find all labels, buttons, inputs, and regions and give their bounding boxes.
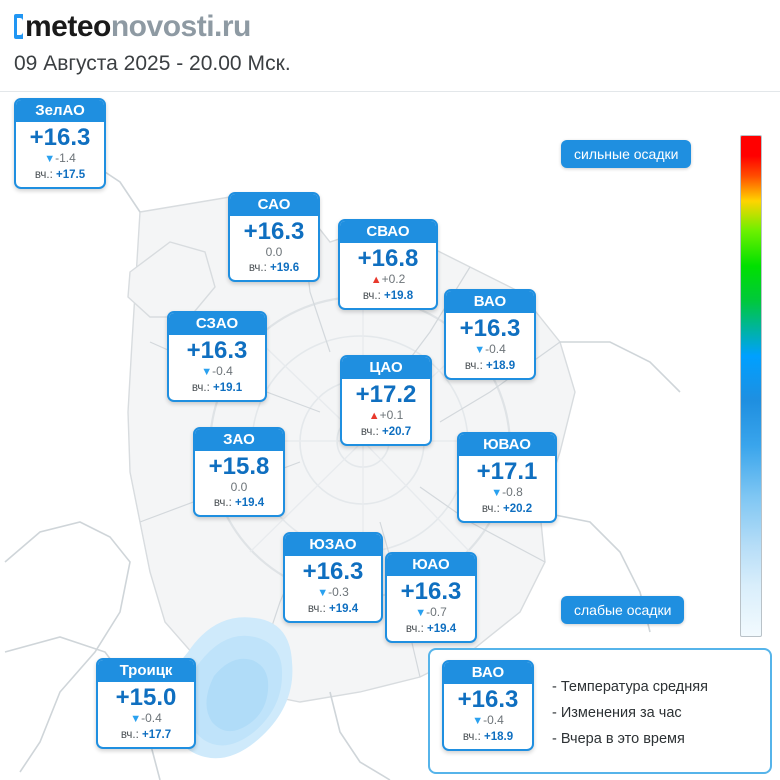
yesterday-value: +20.2 [503, 503, 533, 515]
district-card-yuvao[interactable] [457, 432, 557, 523]
legend-sample-yesterday [444, 730, 532, 749]
district-card-title: ЮВАО [459, 434, 555, 456]
yesterday-value: +17.5 [56, 169, 86, 181]
map-container[interactable] [0, 92, 780, 780]
yesterday-value: +20.7 [382, 426, 412, 438]
district-card-temperature: +16.8 [357, 245, 419, 272]
yesterday-value: +19.4 [427, 623, 457, 635]
district-card-delta [340, 272, 436, 289]
delta-value: -0.7 [426, 605, 447, 619]
district-card-title: СЗАО [169, 313, 265, 335]
precipitation-colorbar [740, 135, 762, 637]
district-card-delta [16, 151, 104, 168]
delta-value: -1.4 [55, 151, 76, 165]
legend-sample-delta [444, 713, 532, 730]
yesterday-value: +18.9 [484, 731, 514, 743]
delta-value: 0.0 [230, 480, 248, 494]
district-card-delta [169, 364, 265, 381]
logo-text-primary: meteo [25, 10, 111, 43]
district-card-delta [387, 605, 475, 622]
yesterday-label: вч.: [120, 729, 139, 741]
arrow-up-icon: ▲ [370, 274, 382, 286]
district-card-yesterday [98, 728, 194, 747]
yesterday-value: +19.4 [329, 603, 359, 615]
district-card-yesterday [195, 496, 283, 515]
district-card-delta [342, 408, 430, 425]
district-card-yesterday [446, 359, 534, 378]
yesterday-label: вч.: [362, 290, 381, 302]
district-card-temperature: +15.8 [208, 453, 270, 480]
district-card-title: ЗАО [195, 429, 283, 451]
district-card-title: ЮАО [387, 554, 475, 576]
legend-line-1: - Температура средняя [552, 679, 708, 695]
arrow-down-icon: ▼ [474, 344, 486, 356]
district-card-temperature: +16.3 [186, 337, 248, 364]
district-card-temperature: +16.3 [243, 218, 305, 245]
legend-weak-precipitation: слабые осадки [561, 596, 684, 624]
legend-sample-temperature: +16.3 [457, 686, 519, 713]
site-logo[interactable] [14, 10, 251, 44]
district-card-delta [195, 480, 283, 496]
logo-text-secondary: novosti.ru [110, 10, 251, 43]
district-card-zelao[interactable] [14, 98, 106, 189]
district-card-troitsk[interactable] [96, 658, 196, 749]
yesterday-label: вч.: [481, 503, 500, 515]
district-card-yesterday [169, 381, 265, 400]
district-card-yesterday [340, 289, 436, 308]
delta-value: -0.4 [483, 713, 504, 727]
delta-value: -0.3 [328, 585, 349, 599]
legend-sample-title: ВАО [444, 662, 532, 684]
arrow-up-icon: ▲ [368, 410, 380, 422]
district-card-title: ВАО [446, 291, 534, 313]
legend-info-box [428, 648, 772, 774]
district-card-yesterday [230, 261, 318, 280]
district-card-title: ЦАО [342, 357, 430, 379]
district-card-title: СВАО [340, 221, 436, 243]
date-time-label: 09 Августа 2025 - 20.00 Мск. [14, 52, 291, 75]
delta-value: -0.4 [485, 342, 506, 356]
yesterday-label: вч.: [213, 497, 232, 509]
arrow-down-icon: ▼ [44, 153, 56, 165]
district-card-temperature: +16.3 [29, 124, 91, 151]
arrow-down-icon: ▼ [415, 607, 427, 619]
district-card-svao[interactable] [338, 219, 438, 310]
page-header [0, 0, 780, 92]
yesterday-value: +19.1 [213, 382, 243, 394]
district-card-temperature: +16.3 [459, 315, 521, 342]
yesterday-value: +19.6 [270, 262, 300, 274]
yesterday-value: +17.7 [142, 729, 172, 741]
district-card-delta [285, 585, 381, 602]
yesterday-label: вч.: [307, 603, 326, 615]
district-card-temperature: +16.3 [302, 558, 364, 585]
district-card-title: ЮЗАО [285, 534, 381, 556]
yesterday-label: вч.: [405, 623, 424, 635]
yesterday-value: +19.4 [235, 497, 265, 509]
district-card-title: САО [230, 194, 318, 216]
district-card-zao[interactable] [193, 427, 285, 517]
legend-line-2: - Изменения за час [552, 705, 682, 721]
district-card-yesterday [387, 622, 475, 641]
district-card-yesterday [16, 168, 104, 187]
delta-value: -0.4 [141, 711, 162, 725]
district-card-sao[interactable] [228, 192, 320, 282]
delta-value: -0.8 [502, 485, 523, 499]
district-card-delta [230, 245, 318, 261]
district-card-temperature: +15.0 [115, 684, 177, 711]
logo-mark-icon [14, 14, 23, 39]
district-card-yesterday [459, 502, 555, 521]
delta-value: +0.2 [381, 272, 406, 286]
arrow-down-icon: ▼ [491, 487, 503, 499]
district-card-delta [459, 485, 555, 502]
yesterday-label: вч.: [34, 169, 53, 181]
district-card-title: Троицк [98, 660, 194, 682]
district-card-szao[interactable] [167, 311, 267, 402]
yesterday-label: вч.: [191, 382, 210, 394]
yesterday-label: вч.: [248, 262, 267, 274]
district-card-yesterday [285, 602, 381, 621]
district-card-yuao[interactable] [385, 552, 477, 643]
arrow-down-icon: ▼ [472, 715, 484, 727]
yesterday-value: +18.9 [486, 360, 516, 372]
district-card-vao[interactable] [444, 289, 536, 380]
delta-value: +0.1 [379, 408, 404, 422]
arrow-down-icon: ▼ [317, 587, 329, 599]
legend-strong-precipitation: сильные осадки [561, 140, 691, 168]
district-card-yesterday [342, 425, 430, 444]
district-card-temperature: +17.2 [355, 381, 417, 408]
district-card-temperature: +16.3 [400, 578, 462, 605]
district-card-delta [446, 342, 534, 359]
district-card-cao[interactable] [340, 355, 432, 446]
arrow-down-icon: ▼ [201, 366, 213, 378]
district-card-delta [98, 711, 194, 728]
yesterday-value: +19.8 [384, 290, 414, 302]
delta-value: 0.0 [265, 245, 283, 259]
district-card-temperature: +17.1 [476, 458, 538, 485]
legend-line-3: - Вчера в это время [552, 731, 685, 747]
yesterday-label: вч.: [462, 731, 481, 743]
delta-value: -0.4 [212, 364, 233, 378]
legend-description-list [552, 674, 708, 752]
yesterday-label: вч.: [360, 426, 379, 438]
yesterday-label: вч.: [464, 360, 483, 372]
district-card-yuzao[interactable] [283, 532, 383, 623]
district-card-title: ЗелАО [16, 100, 104, 122]
legend-sample-card [442, 660, 534, 751]
arrow-down-icon: ▼ [130, 713, 142, 725]
